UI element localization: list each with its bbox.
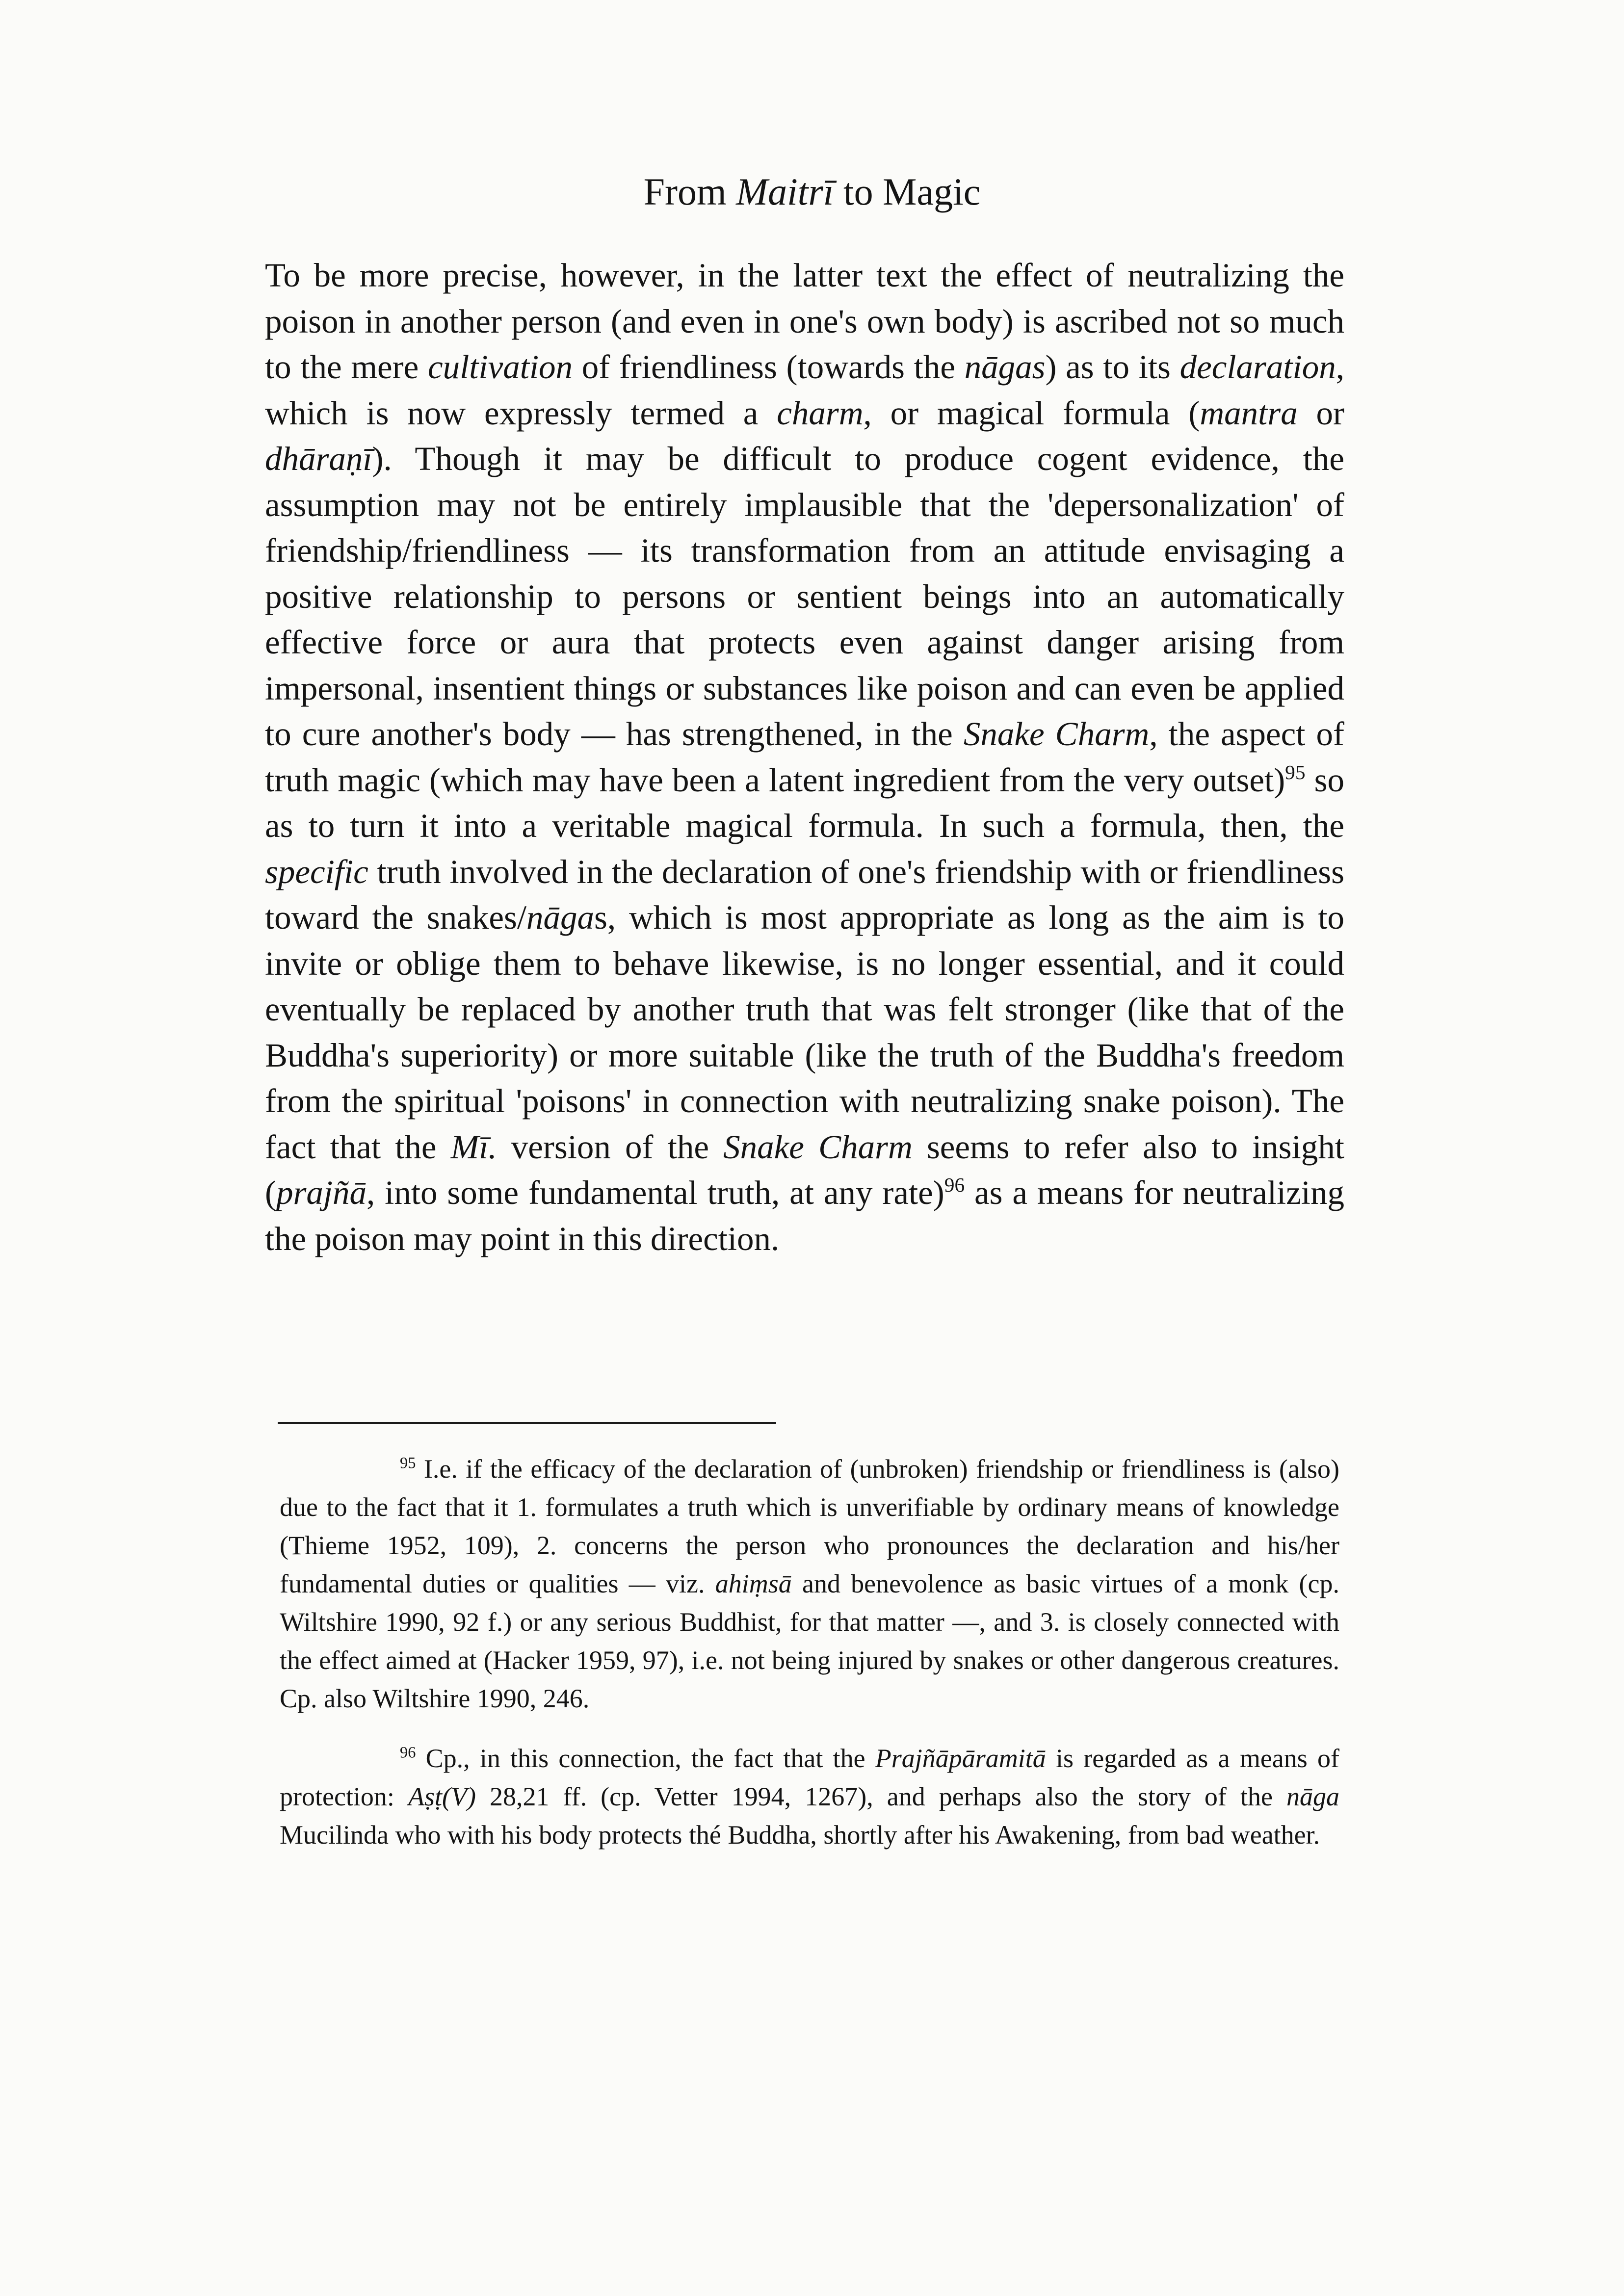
text-run: so as to turn it into a veritable magical formula. In such a formula, then, the [265, 761, 1344, 844]
text-run: or [1297, 394, 1345, 432]
italic-term: cultivation [427, 348, 573, 386]
text-run: Mucilinda who with his body protects thé Buddha, shortly after his Awakening, from bad weather. [280, 1820, 1320, 1850]
running-head-before: From [643, 170, 736, 213]
footnotes [280, 1450, 1339, 1854]
running-head-after: to Magic [834, 170, 981, 213]
text-run: ) as to its [1045, 348, 1180, 386]
italic-term: nāgas [964, 348, 1046, 386]
text-run: is regarded as a means of protection: [280, 1744, 1339, 1811]
text-run: of friendliness (towards the [573, 348, 965, 386]
italic-term: specific [265, 853, 368, 890]
italic-term: prajñā [276, 1174, 367, 1211]
italic-term: mantra [1200, 394, 1298, 432]
text-run: Cp., in this connection, the fact that the [416, 1744, 875, 1773]
italic-term: charm [777, 394, 864, 432]
running-head [0, 170, 1624, 213]
italic-term: nāga [1286, 1782, 1339, 1811]
footnote-96 [280, 1739, 1339, 1854]
footnote-separator [278, 1422, 776, 1424]
text-run: seems to refer also to insight ( [265, 1128, 1344, 1211]
footnote-ref: 96 [944, 1174, 965, 1197]
italic-term: ahiṃsā [715, 1569, 792, 1598]
italic-term: nāga [526, 899, 594, 936]
italic-term: Aṣṭ(V) [408, 1782, 476, 1811]
text-run: ). Though it may be difficult to produce cogent evidence, the assumption may not be entirely implausible that the 'depersonalization' of friendship/friendliness — its transformation from an attitude envisaging a positive relationship to persons or sentient beings into an automatically effective force or aura that protects even against danger arising from impersonal, insentient things or substances like poison and can even be applied to cure another's body — has strengthened, in the [265, 440, 1344, 753]
text-run: 28,21 ff. (cp. Vetter 1994, 1267), and perhaps also the story of the [475, 1782, 1286, 1811]
text-run: , which is now expressly termed a [265, 348, 1344, 432]
footnote-95 [280, 1450, 1339, 1718]
footnote-ref: 95 [400, 1454, 416, 1472]
footnote-ref: 95 [1285, 760, 1306, 783]
text-run: To be more precise, however, in the latter text the effect of neutralizing the poison in another person (and even in one's own body) is ascribed not so much to the mere [265, 257, 1344, 386]
text-run: truth involved in the declaration of one's friendship with or friendliness toward the snakes/ [265, 853, 1344, 936]
italic-term: declaration [1179, 348, 1336, 386]
text-run: , the aspect of truth magic (which may have been a latent ingredient from the very outset) [265, 715, 1344, 799]
italic-term: dhāraṇī [265, 440, 372, 477]
text-run: , or magical formula ( [863, 394, 1200, 432]
italic-term: Snake Charm [723, 1128, 913, 1166]
text-run: and benevolence as basic virtues of a monk (cp. Wiltshire 1990, 92 f.) or any serious Buddhist, for that matter —, and 3. is closely connected with the effect aimed at (Hacker 1959, 97), i.e. not being injured by snakes or other dangerous creatures. Cp. also Wiltshire 1990, 246. [280, 1569, 1339, 1713]
text-run: I.e. if the efficacy of the declaration of (unbroken) friendship or friendliness is (also) due to the fact that it 1. formulates a truth which is unverifiable by ordinary means of knowledge (Thieme 1952, 109), 2. concerns the person who pronounces the declaration and his/her fundamental duties or qualities — viz. [280, 1454, 1339, 1598]
text-run: s, which is most appropriate as long as the aim is to invite or oblige them to behave likewise, is no longer essential, and it could eventually be replaced by another truth that was felt stronger (like that of the Buddha's superiority) or more suitable (like the truth of the Buddha's freedom from the spiritual 'poisons' in connection with neutralizing snake poison). The fact that the [265, 899, 1344, 1166]
italic-term: Snake Charm [963, 715, 1150, 753]
text-run: as a means for neutralizing the poison may point in this direction. [265, 1174, 1344, 1257]
footnote-ref: 96 [400, 1744, 416, 1762]
body-paragraph [265, 253, 1344, 1262]
italic-term: Prajñāpāramitā [875, 1744, 1046, 1773]
running-head-italic: Maitrī [736, 170, 834, 213]
text-run: version of the [497, 1128, 724, 1166]
text-run: , into some fundamental truth, at any rate) [367, 1174, 944, 1211]
main-text [265, 253, 1344, 1262]
italic-term: Mī. [450, 1128, 497, 1166]
